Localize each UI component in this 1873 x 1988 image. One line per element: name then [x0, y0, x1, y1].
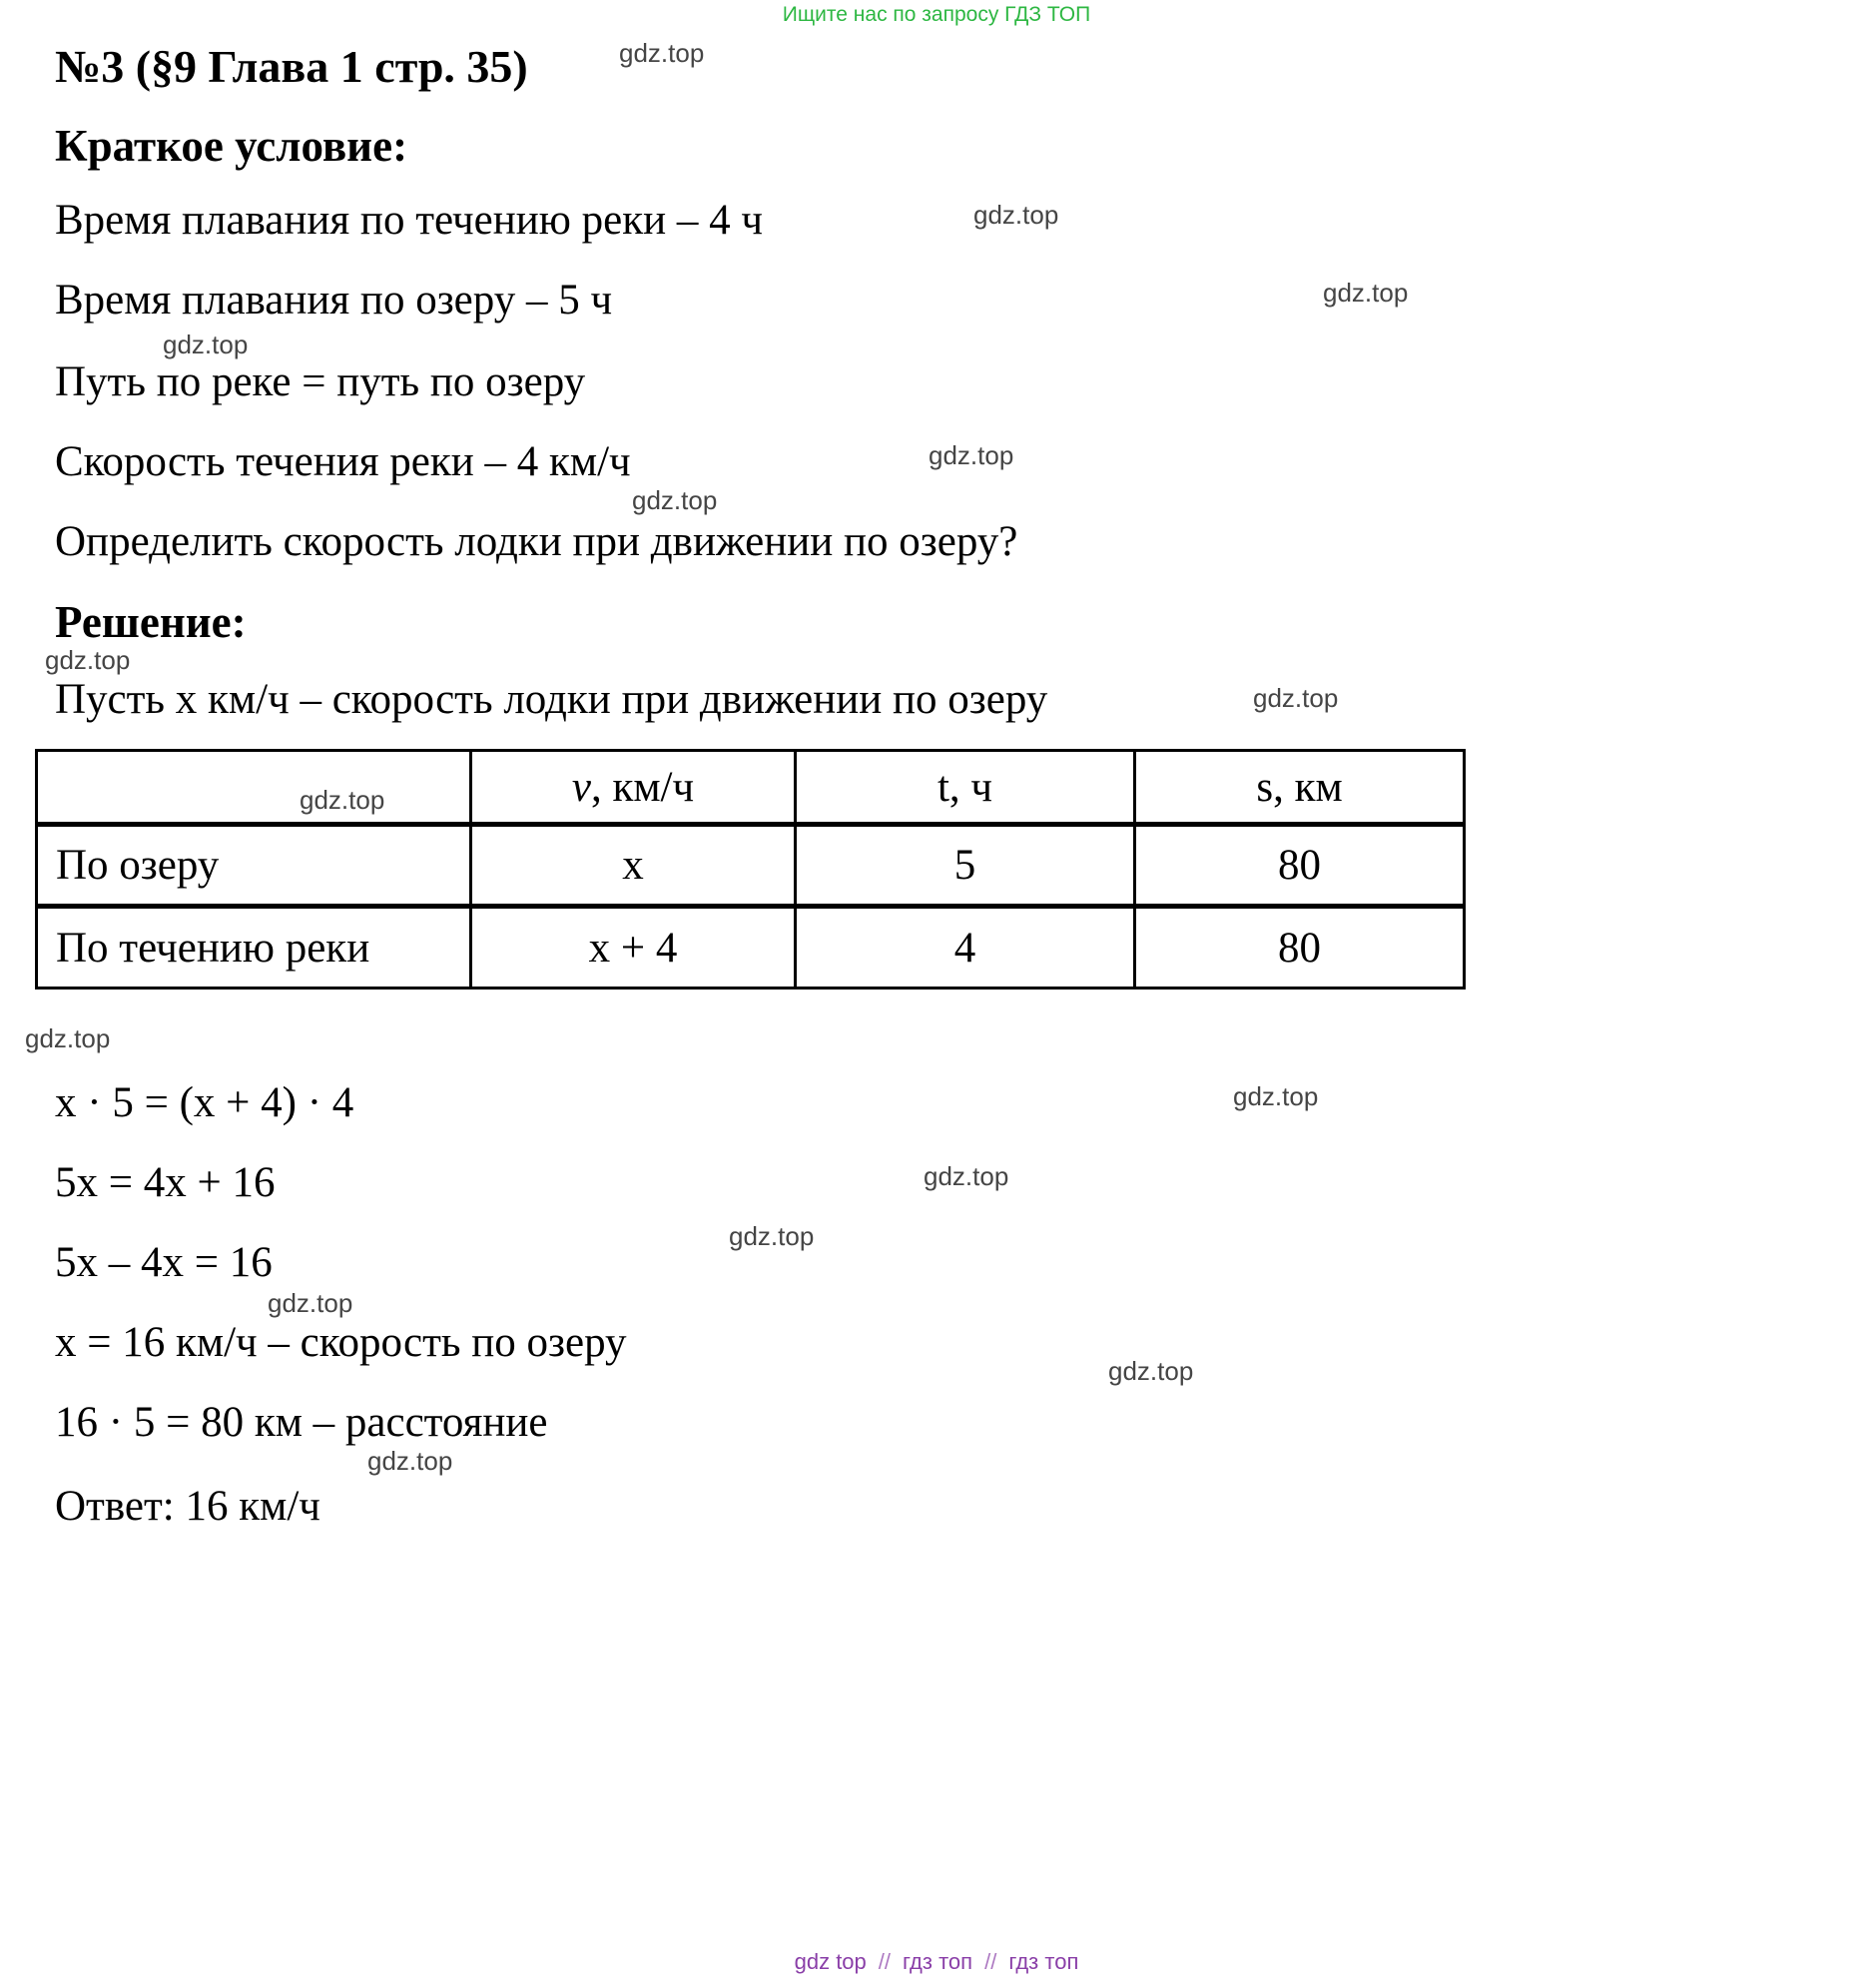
condition-line: Время плавания по озеру – 5 ч: [55, 277, 613, 324]
distance-unit: , км: [1273, 763, 1343, 811]
equation-line: x = 16 км/ч – скорость по озеру: [55, 1319, 627, 1366]
gdz-watermark: gdz.top: [1253, 683, 1339, 713]
condition-line: Скорость течения реки – 4 км/ч: [55, 438, 631, 485]
cell-time: 4: [796, 907, 1135, 989]
cell-distance: 80: [1135, 907, 1465, 989]
footer-link: гдз топ: [1008, 1949, 1079, 1974]
footer-link: гдз топ: [903, 1949, 973, 1974]
gdz-watermark: gdz.top: [1108, 1356, 1194, 1386]
gdz-watermark: gdz.top: [1323, 278, 1409, 308]
footer-link: gdz top: [794, 1949, 867, 1974]
gdz-watermark: gdz.top: [25, 1023, 111, 1053]
table-header-time: [796, 751, 1135, 825]
table-header-empty: [37, 751, 471, 825]
condition-heading: Краткое условие:: [55, 121, 408, 171]
gdz-watermark: gdz.top: [163, 330, 249, 359]
cell-speed: x + 4: [471, 907, 796, 989]
cell-distance: 80: [1135, 825, 1465, 907]
gdz-watermark: gdz.top: [367, 1446, 453, 1476]
table-row: [37, 825, 1465, 907]
table-header-speed: [471, 751, 796, 825]
gdz-watermark: gdz.top: [729, 1221, 815, 1251]
equation-line: 16 · 5 = 80 км – расстояние: [55, 1399, 548, 1446]
cell-time: 5: [796, 825, 1135, 907]
page-footer: [0, 1949, 1873, 1975]
solution-table: [35, 749, 1466, 990]
gdz-watermark: gdz.top: [268, 1288, 353, 1318]
row-label-river: По течению реки: [37, 907, 471, 989]
gdz-watermark: gdz.top: [929, 440, 1014, 470]
solution-heading: Решение:: [55, 597, 247, 647]
footer-separator: //: [878, 1949, 892, 1974]
time-symbol: t: [936, 763, 949, 811]
speed-symbol: v: [571, 763, 591, 811]
distance-symbol: s: [1256, 763, 1274, 811]
solution-intro: Пусть x км/ч – скорость лодки при движении по озеру: [55, 676, 1048, 723]
gdz-watermark: gdz.top: [924, 1161, 1009, 1191]
table-header-row: [37, 751, 1465, 825]
gdz-watermark: gdz.top: [300, 785, 385, 815]
gdz-watermark: gdz.top: [1233, 1081, 1319, 1111]
condition-line: Определить скорость лодки при движении по озеру?: [55, 518, 1018, 565]
gdz-watermark: gdz.top: [632, 485, 718, 515]
gdz-watermark: gdz.top: [619, 38, 705, 68]
equation-line: 5x = 4x + 16: [55, 1159, 276, 1206]
row-label-lake: По озеру: [37, 825, 471, 907]
table-row: [37, 907, 1465, 989]
answer-line: Ответ: 16 км/ч: [55, 1483, 320, 1530]
speed-unit: , км/ч: [590, 763, 695, 811]
time-unit: , ч: [948, 763, 993, 811]
condition-line: Время плавания по течению реки – 4 ч: [55, 197, 763, 244]
condition-line: Путь по реке = путь по озеру: [55, 358, 586, 405]
footer-separator: //: [984, 1949, 997, 1974]
equation-line: x · 5 = (x + 4) · 4: [55, 1079, 354, 1126]
problem-title: №3 (§9 Глава 1 стр. 35): [55, 41, 528, 92]
table-header-distance: [1135, 751, 1465, 825]
cell-speed: x: [471, 825, 796, 907]
equation-line: 5x – 4x = 16: [55, 1239, 273, 1286]
gdz-watermark: gdz.top: [973, 200, 1059, 230]
gdz-watermark: gdz.top: [45, 645, 131, 675]
promo-banner: Ищите нас по запросу ГДЗ ТОП: [782, 3, 1091, 26]
